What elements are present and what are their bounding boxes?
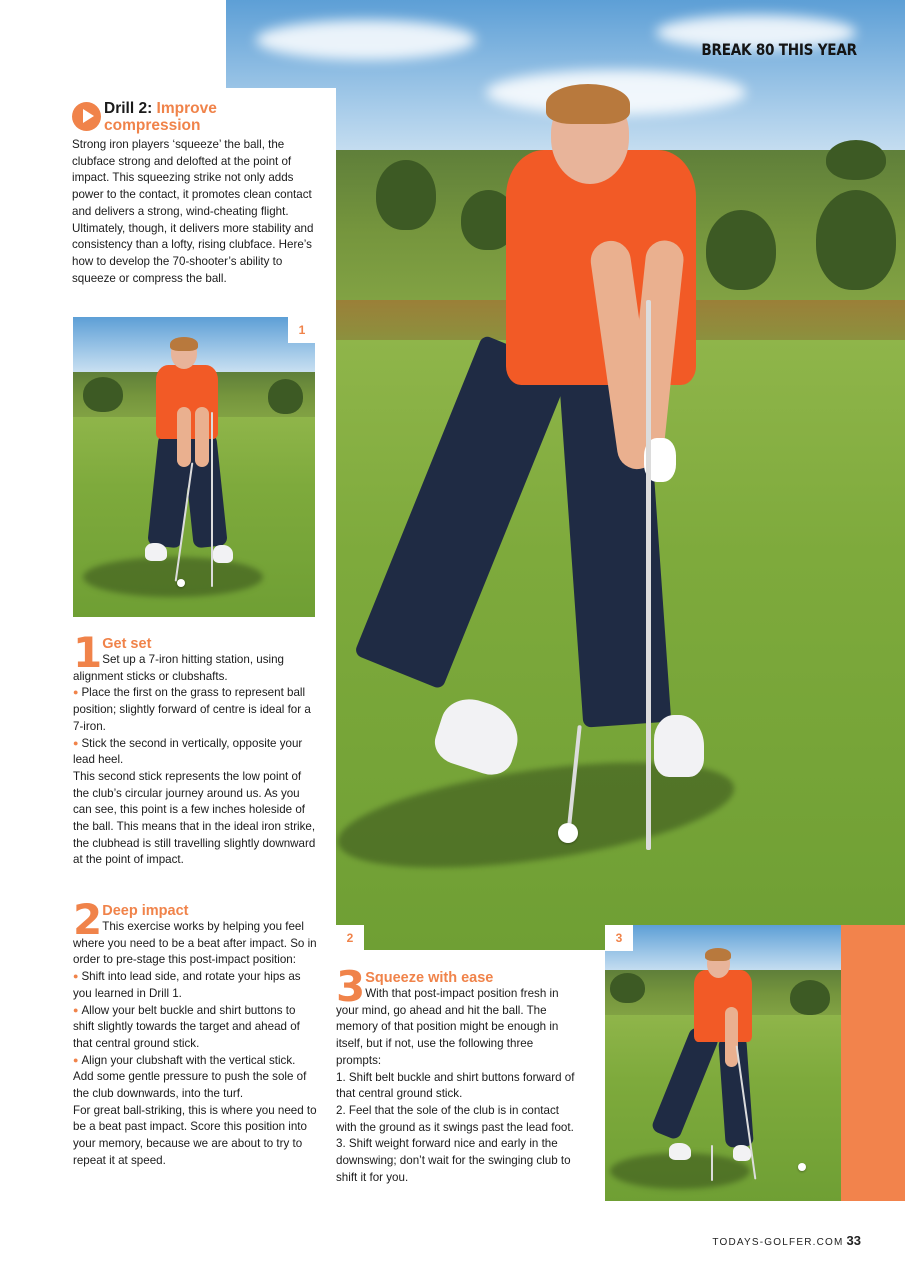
step-2 xyxy=(73,895,318,1170)
step-2-bullet-3: ● Align your clubshaft with the vertical stick. Add some gentle pressure to push the sole of the club downwards, into the turf. xyxy=(73,1053,318,1103)
intro-panel-bg xyxy=(0,0,226,90)
photo-3 xyxy=(605,925,841,1201)
step-2-number: 2 xyxy=(73,895,101,944)
step-1-closing: This second stick represents the low point of the club’s circular journey around us. As you can see, this point is a few inches holeside of the ball. This means that in the ideal iron strike, the clubhead is still travelling slightly downward at the point of impact. xyxy=(73,769,316,867)
step-3-head xyxy=(336,962,576,1011)
photo-1-number: 1 xyxy=(288,317,316,343)
footer-site: TODAYS-GOLFER.COM xyxy=(712,1237,844,1248)
step-2-lead: This exercise works by helping you feel where you need to be a beat after impact. So in order to pre-stage this post-impact position: xyxy=(73,920,317,967)
step-1-lead: Set up a 7-iron hitting station, using alignment sticks or clubshafts. xyxy=(73,653,284,683)
section-label: BREAK 80 THIS YEAR xyxy=(701,40,857,59)
drill-title-prefix: Drill 2: xyxy=(104,100,157,117)
step-1-title: Get set xyxy=(102,636,152,652)
step-2-title: Deep impact xyxy=(102,903,189,919)
intro-body: Strong iron players ‘squeeze’ the ball, the clubface strong and delofted at the point of impact. This squeezing strike not only adds power to the contact, it promotes clean contact and delivers a strong, wind-cheating flight. Ultimately, though, it delivers more stability and consistency than a lofty, rising clubface. Here’s how to develop the 70-shooter’s ability to squeeze or compress the ball. xyxy=(72,138,314,285)
step-3-line-1: 1. Shift belt buckle and shirt buttons forward of that central ground stick. xyxy=(336,1070,575,1101)
step-2-bullet-1: ● Shift into lead side, and rotate your hips as you learned in Drill 1. xyxy=(73,969,318,1002)
step-2-bullet-2: ● Allow your belt buckle and shirt buttons to shift slightly towards the target and ahead of that central ground stick. xyxy=(73,1003,318,1053)
step-3-title: Squeeze with ease xyxy=(365,970,494,986)
step-1 xyxy=(73,628,318,869)
step-3-number: 3 xyxy=(336,962,364,1011)
drill-title-accent: Improve compression xyxy=(104,100,217,134)
photo-1 xyxy=(73,317,315,617)
intro-block xyxy=(72,100,317,287)
photo-2-number: 2 xyxy=(336,925,364,951)
step-3 xyxy=(336,962,576,1186)
step-1-number: 1 xyxy=(73,628,101,677)
page-number: 33 xyxy=(846,1233,861,1248)
step-3-lead: With that post-impact position fresh in your mind, go ahead and hit the ball. The memory of that position might be enough in itself, but if not, use the following three prompts: xyxy=(336,987,559,1067)
footer xyxy=(712,1233,861,1248)
step-3-line-3: 3. Shift weight forward nice and early in the downswing; don’t wait for the swinging club to shift it for you. xyxy=(336,1137,571,1184)
step-1-bullet-2: ● Stick the second in vertically, opposite your lead heel. xyxy=(73,736,318,769)
orange-side-bar xyxy=(841,925,905,1201)
step-2-closing: For great ball-striking, this is where you need to be a beat past impact. Score this position into your memory, because we are about to try to repeat it at speed. xyxy=(73,1103,317,1167)
photo-3-number: 3 xyxy=(605,925,633,951)
step-3-line-2: 2. Feel that the sole of the club is in contact with the ground as it swings past the lead foot. xyxy=(336,1103,574,1134)
play-icon xyxy=(72,102,101,131)
step-1-bullet-1: ● Place the first on the grass to represent ball position; slightly forward of centre is ideal for a 7-iron. xyxy=(73,685,318,735)
drill-title xyxy=(72,100,317,134)
